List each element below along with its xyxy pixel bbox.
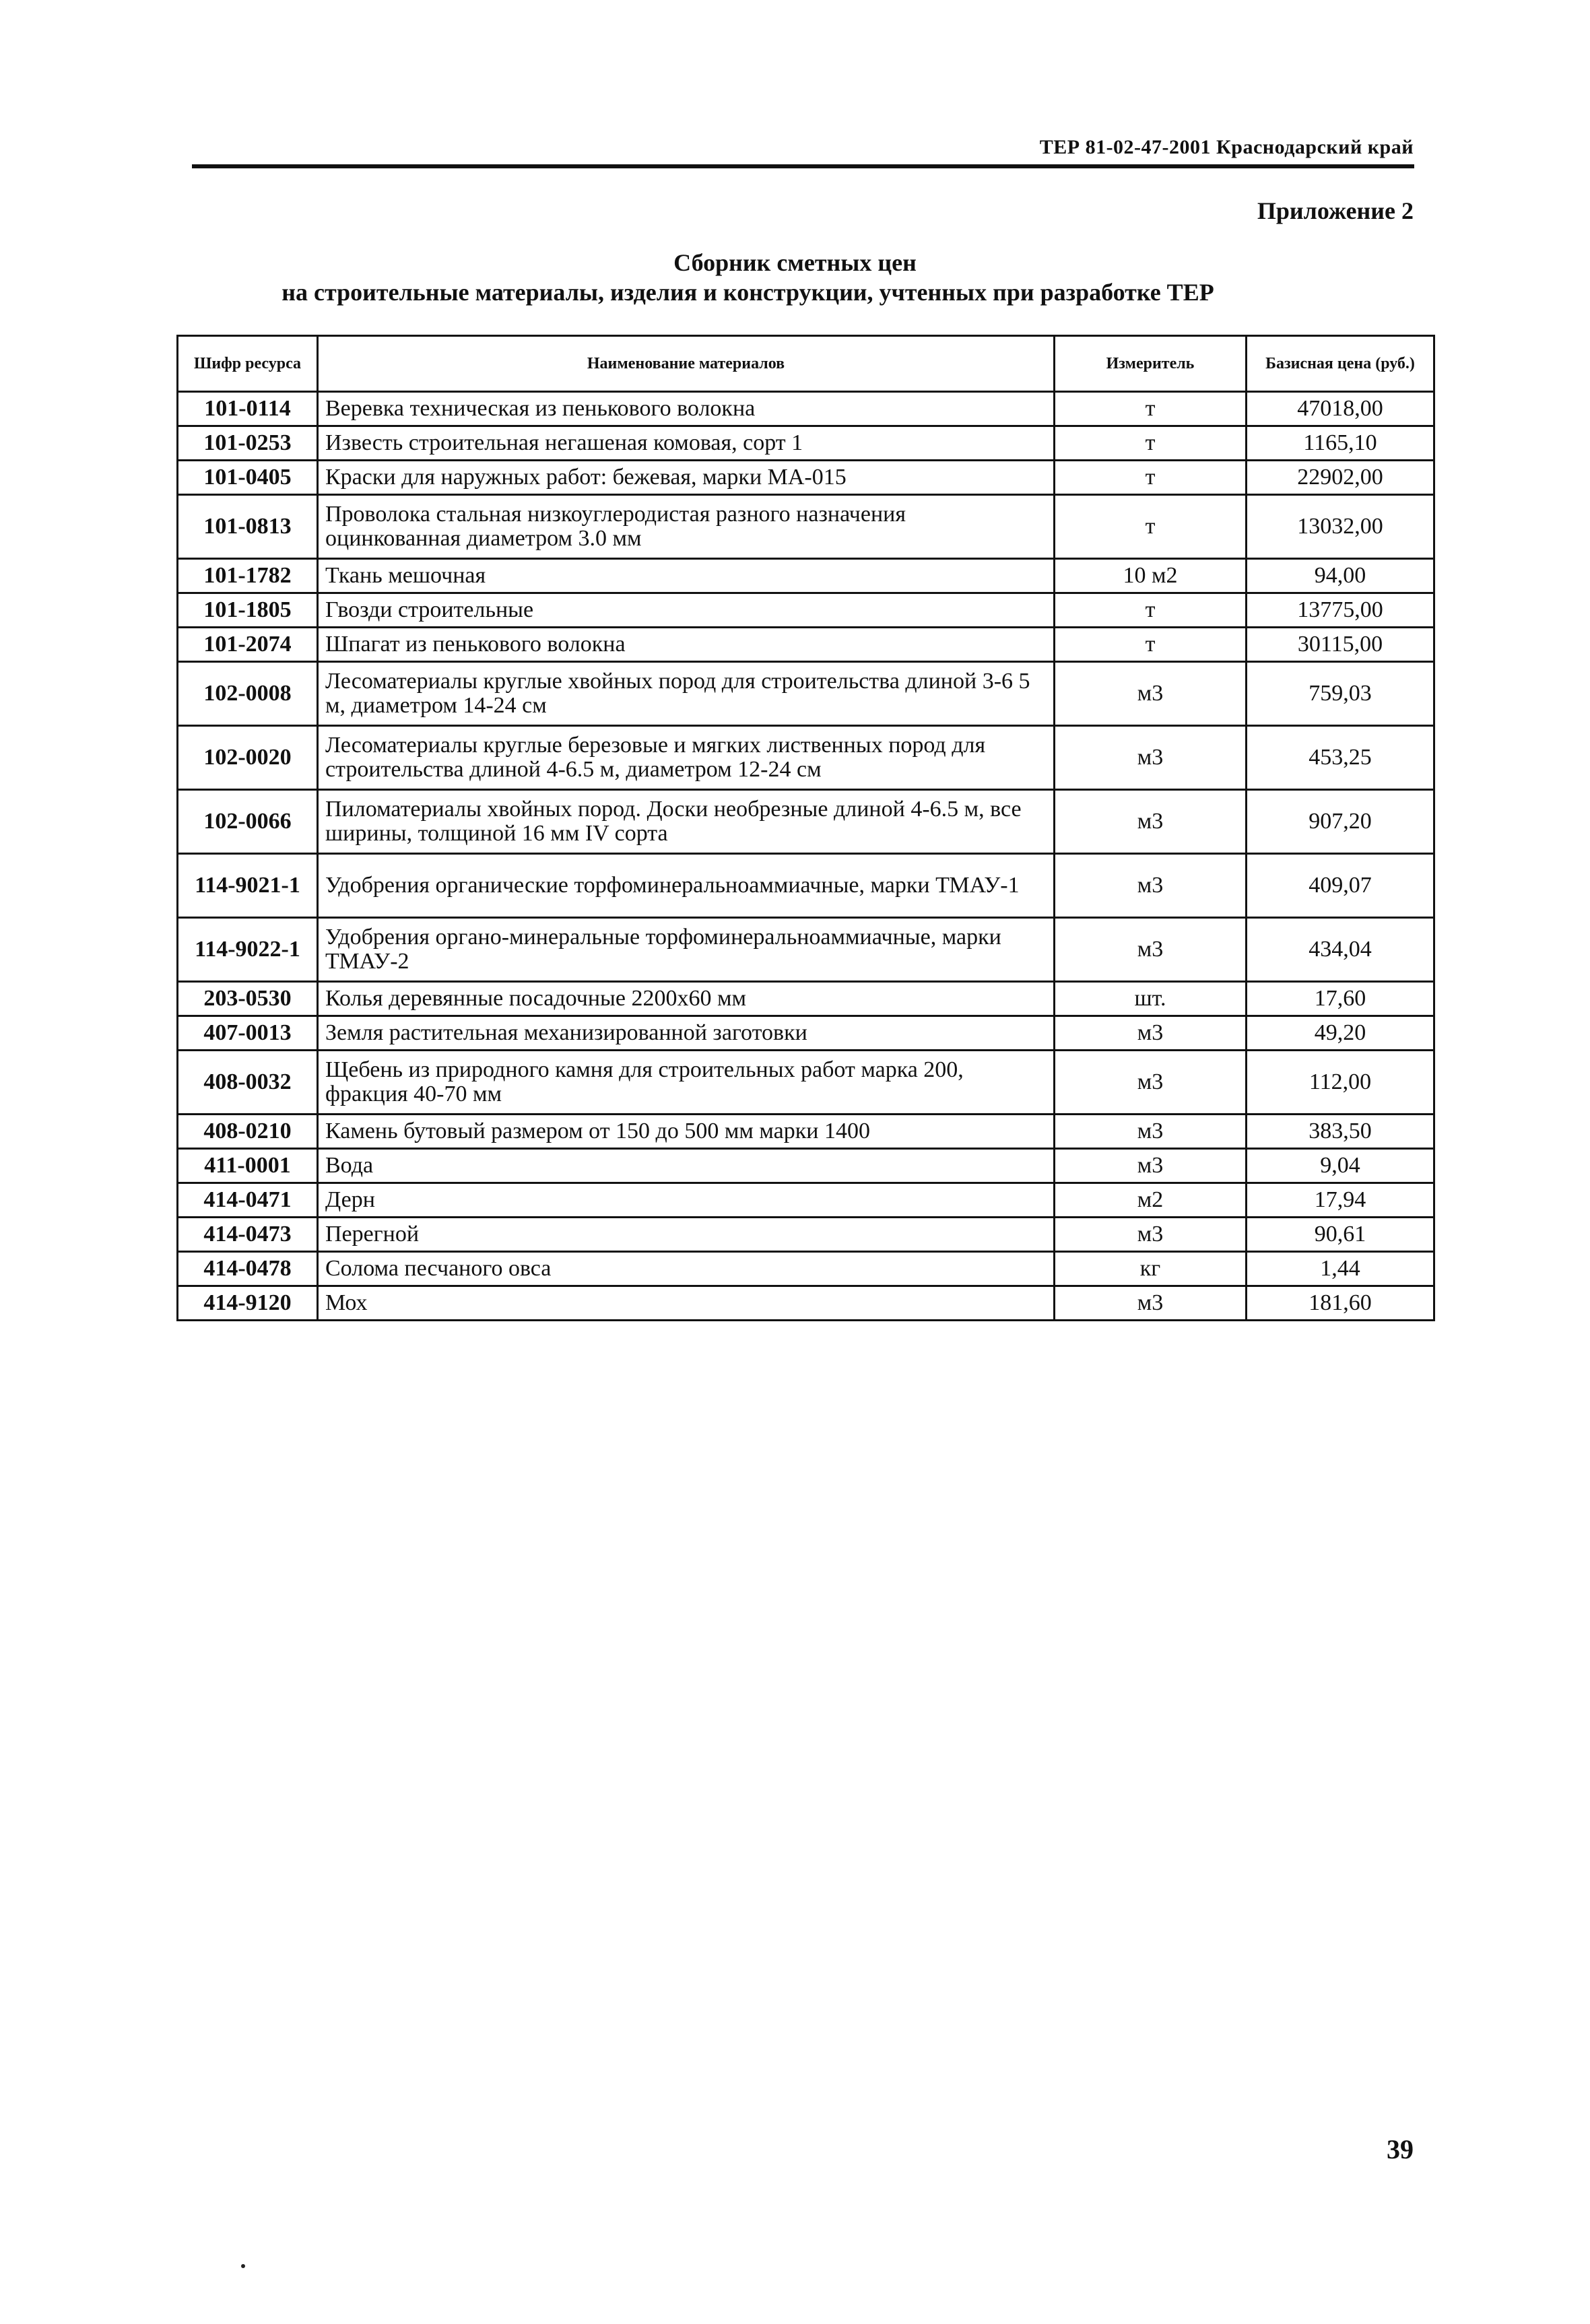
- base-price: 1165,10: [1247, 426, 1434, 461]
- resource-code: 414-9120: [178, 1286, 318, 1321]
- material-name: Веревка техническая из пенькового волокна: [318, 392, 1055, 426]
- unit: шт.: [1055, 982, 1247, 1016]
- resource-code: 408-0032: [178, 1051, 318, 1115]
- material-name: Удобрения органические торфоминеральноаммиачные, марки ТМАУ-1: [318, 854, 1055, 918]
- base-price: 907,20: [1247, 790, 1434, 854]
- base-price: 181,60: [1247, 1286, 1434, 1321]
- unit: м3: [1055, 1149, 1247, 1183]
- table-row: [178, 854, 1434, 918]
- material-name: Ткань мешочная: [318, 559, 1055, 593]
- unit: м3: [1055, 918, 1247, 982]
- table-row: [178, 628, 1434, 662]
- page-title: [0, 248, 1590, 307]
- table-row: [178, 790, 1434, 854]
- material-name: Колья деревянные посадочные 2200х60 мм: [318, 982, 1055, 1016]
- base-price: 409,07: [1247, 854, 1434, 918]
- material-name: Пиломатериалы хвойных пород. Доски необрезные длиной 4-6.5 м, все ширины, толщиной 16 мм IV сорта: [318, 790, 1055, 854]
- header-unit: Измеритель: [1055, 336, 1247, 392]
- unit: т: [1055, 392, 1247, 426]
- base-price: 13775,00: [1247, 593, 1434, 628]
- base-price: 30115,00: [1247, 628, 1434, 662]
- material-name: Удобрения органо-минеральные торфоминеральноаммиачные, марки ТМАУ-2: [318, 918, 1055, 982]
- base-price: 17,60: [1247, 982, 1434, 1016]
- table-row: [178, 593, 1434, 628]
- resource-code: 101-2074: [178, 628, 318, 662]
- material-name: Мох: [318, 1286, 1055, 1321]
- header-code: Шифр ресурса: [178, 336, 318, 392]
- resource-code: 414-0473: [178, 1218, 318, 1252]
- resource-code: 102-0020: [178, 726, 318, 790]
- base-price: 759,03: [1247, 662, 1434, 726]
- table-row: [178, 426, 1434, 461]
- base-price: 22902,00: [1247, 461, 1434, 495]
- table-row: [178, 1218, 1434, 1252]
- header-name: Наименование материалов: [318, 336, 1055, 392]
- table-row: [178, 1286, 1434, 1321]
- resource-code: 114-9022-1: [178, 918, 318, 982]
- resource-code: 101-0253: [178, 426, 318, 461]
- table-row: [178, 662, 1434, 726]
- base-price: 49,20: [1247, 1016, 1434, 1051]
- material-name: Щебень из природного камня для строительных работ марка 200, фракция 40-70 мм: [318, 1051, 1055, 1115]
- unit: м3: [1055, 662, 1247, 726]
- resource-code: 203-0530: [178, 982, 318, 1016]
- material-name: Шпагат из пенькового волокна: [318, 628, 1055, 662]
- table-row: [178, 982, 1434, 1016]
- resource-code: 101-1805: [178, 593, 318, 628]
- unit: м3: [1055, 1016, 1247, 1051]
- resource-code: 114-9021-1: [178, 854, 318, 918]
- material-name: Вода: [318, 1149, 1055, 1183]
- base-price: 453,25: [1247, 726, 1434, 790]
- unit: м3: [1055, 1115, 1247, 1149]
- resource-code: 414-0471: [178, 1183, 318, 1218]
- table-row: [178, 1183, 1434, 1218]
- base-price: 13032,00: [1247, 495, 1434, 559]
- table-row: [178, 1149, 1434, 1183]
- unit: м3: [1055, 726, 1247, 790]
- unit: кг: [1055, 1252, 1247, 1286]
- material-name: Перегной: [318, 1218, 1055, 1252]
- resource-code: 102-0066: [178, 790, 318, 854]
- material-name: Краски для наружных работ: бежевая, марки МА-015: [318, 461, 1055, 495]
- table-row: [178, 1115, 1434, 1149]
- unit: т: [1055, 461, 1247, 495]
- material-name: Известь строительная негашеная комовая, сорт 1: [318, 426, 1055, 461]
- scan-speck: [241, 2264, 245, 2268]
- resource-code: 414-0478: [178, 1252, 318, 1286]
- table-row: [178, 918, 1434, 982]
- base-price: 17,94: [1247, 1183, 1434, 1218]
- unit: т: [1055, 495, 1247, 559]
- price-table: [176, 335, 1435, 1321]
- resource-code: 411-0001: [178, 1149, 318, 1183]
- base-price: 112,00: [1247, 1051, 1434, 1115]
- table-row: [178, 1051, 1434, 1115]
- document-reference: ТЕР 81-02-47-2001 Краснодарский край: [1039, 136, 1414, 158]
- material-name: Солома песчаного овса: [318, 1252, 1055, 1286]
- base-price: 90,61: [1247, 1218, 1434, 1252]
- table-row: [178, 1252, 1434, 1286]
- material-name: Лесоматериалы круглые хвойных пород для строительства длиной 3-6 5 м, диаметром 14-24 см: [318, 662, 1055, 726]
- unit: м2: [1055, 1183, 1247, 1218]
- base-price: 1,44: [1247, 1252, 1434, 1286]
- base-price: 383,50: [1247, 1115, 1434, 1149]
- unit: т: [1055, 426, 1247, 461]
- header-price: Базисная цена (руб.): [1247, 336, 1434, 392]
- unit: т: [1055, 593, 1247, 628]
- table-row: [178, 559, 1434, 593]
- page-number: 39: [1387, 2134, 1414, 2164]
- title-line-1: Сборник сметных цен: [673, 249, 917, 276]
- table-row: [178, 726, 1434, 790]
- resource-code: 102-0008: [178, 662, 318, 726]
- table-row: [178, 495, 1434, 559]
- table-row: [178, 392, 1434, 426]
- material-name: Лесоматериалы круглые березовые и мягких лиственных пород для строительства длиной 4-6.5 м, диаметром 12-24 см: [318, 726, 1055, 790]
- title-line-2: на строительные материалы, изделия и конструкции, учтенных при разработке ТЕР: [281, 279, 1214, 306]
- table-row: [178, 461, 1434, 495]
- base-price: 434,04: [1247, 918, 1434, 982]
- unit: м3: [1055, 1051, 1247, 1115]
- base-price: 47018,00: [1247, 392, 1434, 426]
- unit: м3: [1055, 1286, 1247, 1321]
- appendix-label: Приложение 2: [1257, 197, 1414, 224]
- unit: м3: [1055, 790, 1247, 854]
- material-name: Дерн: [318, 1183, 1055, 1218]
- material-name: Проволока стальная низкоуглеродистая разного назначения оцинкованная диаметром 3.0 мм: [318, 495, 1055, 559]
- resource-code: 407-0013: [178, 1016, 318, 1051]
- unit: 10 м2: [1055, 559, 1247, 593]
- material-name: Камень бутовый размером от 150 до 500 мм марки 1400: [318, 1115, 1055, 1149]
- resource-code: 101-0813: [178, 495, 318, 559]
- resource-code: 101-0114: [178, 392, 318, 426]
- base-price: 9,04: [1247, 1149, 1434, 1183]
- header-rule: [192, 164, 1414, 168]
- material-name: Гвозди строительные: [318, 593, 1055, 628]
- resource-code: 101-0405: [178, 461, 318, 495]
- base-price: 94,00: [1247, 559, 1434, 593]
- resource-code: 408-0210: [178, 1115, 318, 1149]
- unit: м3: [1055, 1218, 1247, 1252]
- material-name: Земля растительная механизированной заготовки: [318, 1016, 1055, 1051]
- table-header-row: [178, 336, 1434, 392]
- unit: т: [1055, 628, 1247, 662]
- table-row: [178, 1016, 1434, 1051]
- unit: м3: [1055, 854, 1247, 918]
- resource-code: 101-1782: [178, 559, 318, 593]
